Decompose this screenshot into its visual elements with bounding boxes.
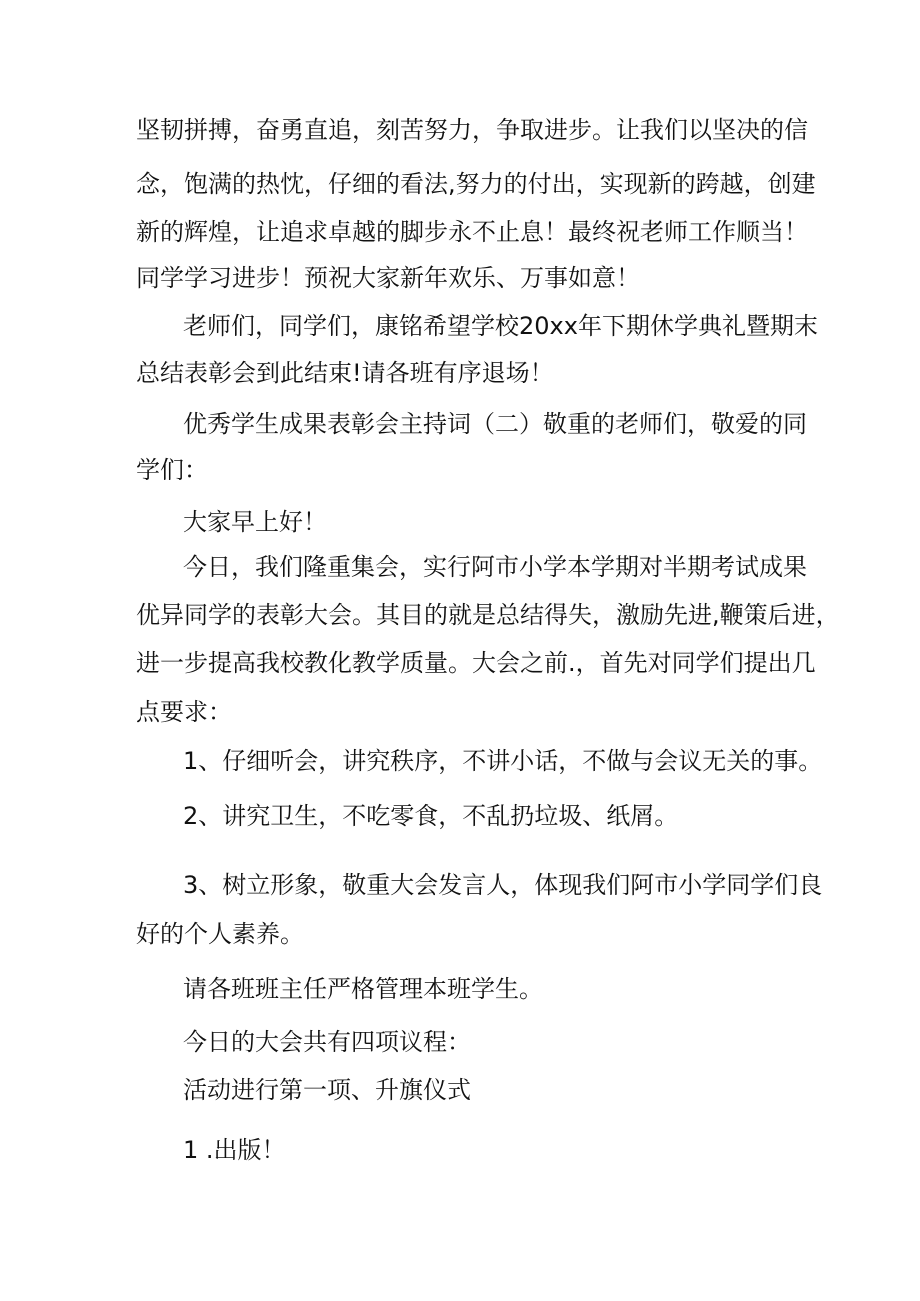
list-item: 1 .出版！	[183, 1136, 286, 1164]
list-item: 2、讲究卫生，不吃零食，不乱扔垃圾、纸屑。	[183, 802, 679, 830]
paragraph-line: 念，饱满的热忱，仔细的看法,努力的付出，实现新的跨越，创建	[136, 170, 816, 198]
section-heading: 活动进行第一项、升旗仪式	[183, 1076, 471, 1104]
paragraph-line: 进一步提高我校教化教学质量。大会之前.，首先对同学们提出几	[136, 649, 816, 677]
paragraph-line: 今日的大会共有四项议程：	[183, 1028, 471, 1056]
paragraph-line: 点要求：	[136, 698, 232, 726]
paragraph-line: 优异同学的表彰大会。其目的就是总结得失，激励先进,鞭策后进，	[136, 601, 840, 629]
paragraph-line: 坚韧拼搏，奋勇直追，刻苦努力，争取进步。让我们以坚决的信	[136, 116, 808, 144]
paragraph-line: 总结表彰会到此结束!请各班有序退场！	[136, 359, 554, 387]
paragraph-line: 老师们，同学们，康铭希望学校20xx年下期休学典礼暨期末	[183, 312, 818, 340]
paragraph-line: 大家早上好！	[183, 508, 327, 536]
list-item: 1、仔细听会，讲究秩序，不讲小话，不做与会议无关的事。	[183, 747, 823, 775]
paragraph-line: 同学学习进步！预祝大家新年欢乐、万事如意！	[136, 264, 640, 292]
paragraph-line: 好的个人素养。	[136, 920, 304, 948]
paragraph-line: 优秀学生成果表彰会主持词（二）敬重的老师们，敬爱的同	[183, 410, 807, 438]
list-item: 3、树立形象，敬重大会发言人，体现我们阿市小学同学们良	[183, 871, 823, 899]
paragraph-line: 今日，我们隆重集会，实行阿市小学本学期对半期考试成果	[183, 553, 807, 581]
paragraph-line: 请各班班主任严格管理本班学生。	[183, 975, 543, 1003]
paragraph-line: 学们：	[136, 456, 208, 484]
paragraph-line: 新的辉煌，让追求卓越的脚步永不止息！最终祝老师工作顺当！	[136, 218, 808, 246]
